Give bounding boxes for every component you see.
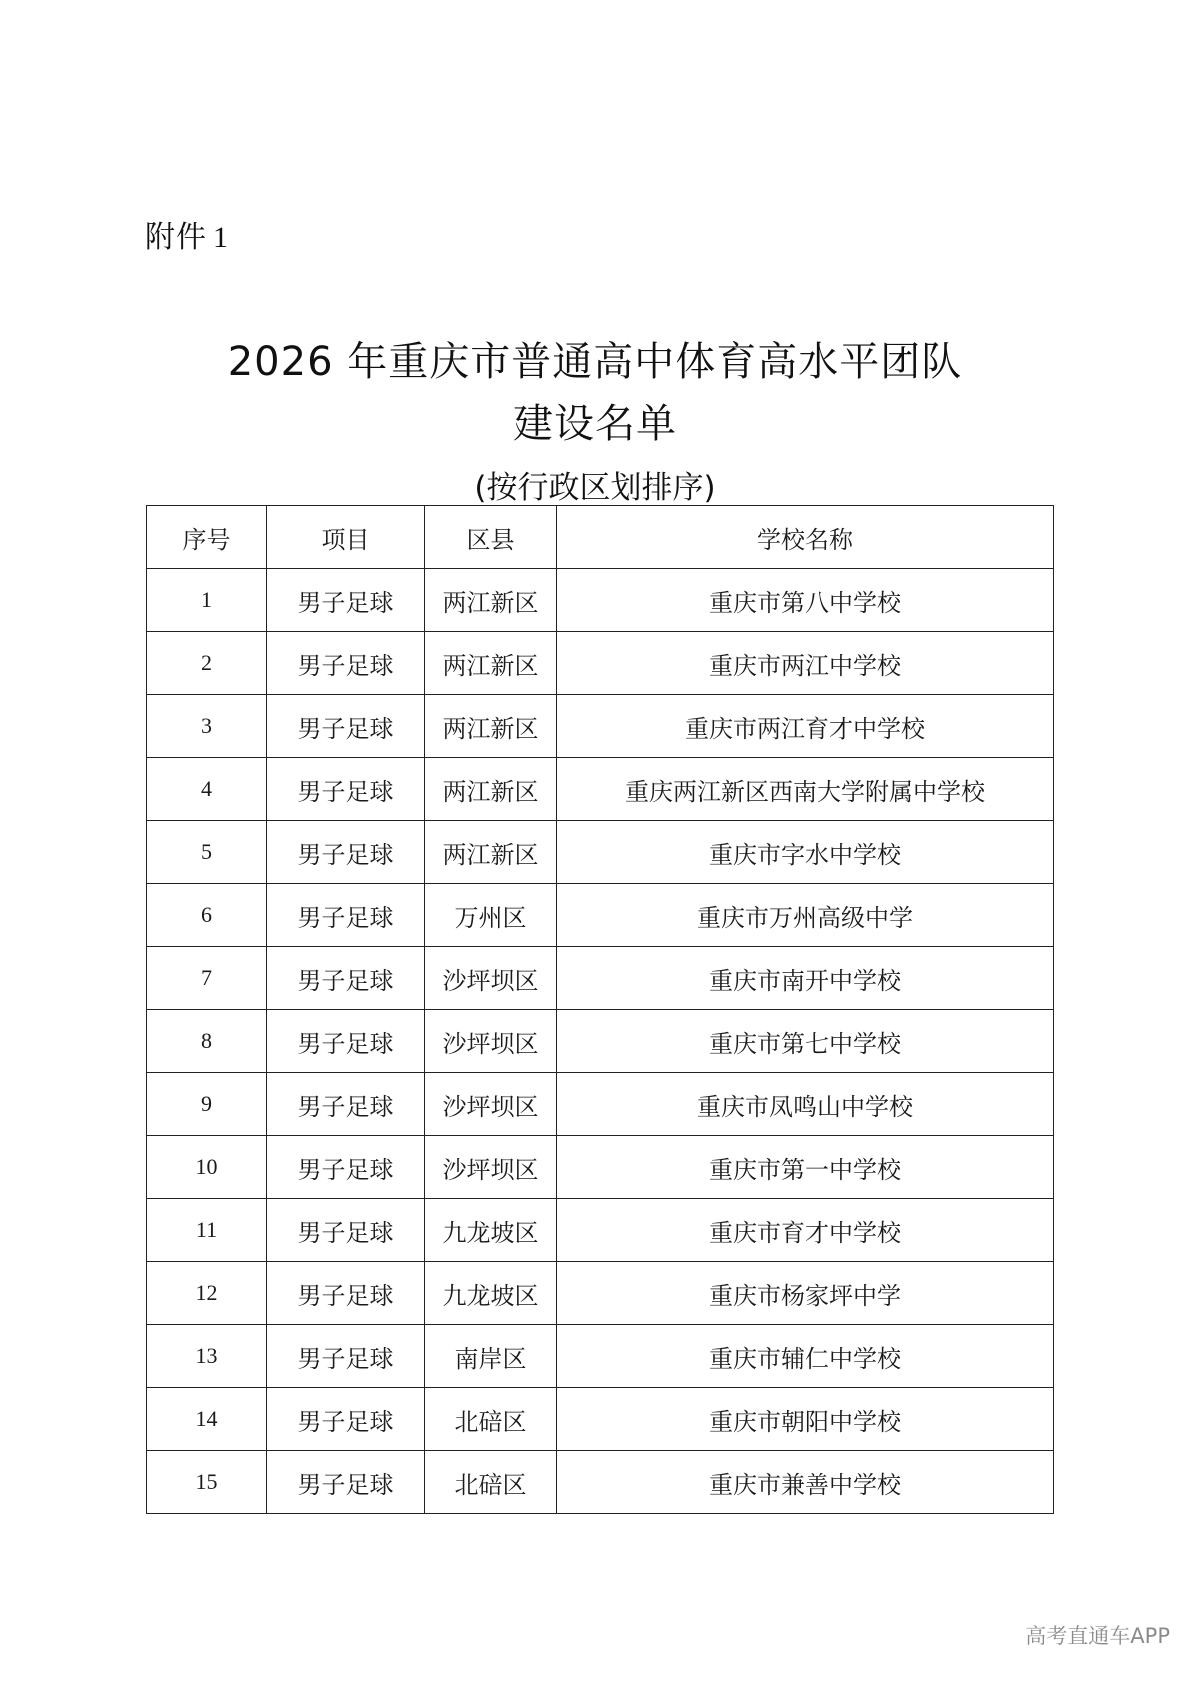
cell-district: 九龙坡区 (425, 1262, 557, 1325)
table-row (147, 758, 1054, 821)
cell-project: 男子足球 (267, 569, 425, 632)
cell-project: 男子足球 (267, 884, 425, 947)
document-title-line-2: 建设名单 (513, 401, 677, 447)
cell-project: 男子足球 (267, 632, 425, 695)
cell-school: 重庆市杨家坪中学 (557, 1262, 1054, 1325)
cell-school: 重庆市万州高级中学 (557, 884, 1054, 947)
cell-school: 重庆市字水中学校 (557, 821, 1054, 884)
cell-school: 重庆市兼善中学校 (557, 1451, 1054, 1514)
cell-school: 重庆市两江中学校 (557, 632, 1054, 695)
cell-district: 两江新区 (425, 821, 557, 884)
cell-project: 男子足球 (267, 1010, 425, 1073)
cell-project: 男子足球 (267, 1451, 425, 1514)
header-seq: 序号 (147, 506, 267, 569)
table-row (147, 1325, 1054, 1388)
document-title-line-1: 2026 年重庆市普通高中体育高水平团队 (227, 339, 963, 385)
cell-district: 沙坪坝区 (425, 947, 557, 1010)
cell-seq: 5 (147, 821, 267, 884)
table-body (147, 569, 1054, 1514)
team-roster-table (146, 505, 1054, 1514)
cell-school: 重庆市育才中学校 (557, 1199, 1054, 1262)
cell-school: 重庆市第八中学校 (557, 569, 1054, 632)
cell-school: 重庆市第一中学校 (557, 1136, 1054, 1199)
header-district: 区县 (425, 506, 557, 569)
cell-project: 男子足球 (267, 1262, 425, 1325)
cell-seq: 8 (147, 1010, 267, 1073)
cell-project: 男子足球 (267, 1388, 425, 1451)
cell-seq: 14 (147, 1388, 267, 1451)
cell-project: 男子足球 (267, 1325, 425, 1388)
table-row (147, 569, 1054, 632)
table-row (147, 884, 1054, 947)
cell-district: 万州区 (425, 884, 557, 947)
table-row (147, 1451, 1054, 1514)
table-row (147, 695, 1054, 758)
header-school: 学校名称 (557, 506, 1054, 569)
cell-district: 两江新区 (425, 758, 557, 821)
cell-seq: 6 (147, 884, 267, 947)
table-row (147, 1010, 1054, 1073)
cell-district: 两江新区 (425, 632, 557, 695)
attachment-text: 附件 (145, 220, 207, 255)
cell-seq: 7 (147, 947, 267, 1010)
cell-seq: 4 (147, 758, 267, 821)
cell-school: 重庆市第七中学校 (557, 1010, 1054, 1073)
cell-project: 男子足球 (267, 758, 425, 821)
cell-district: 两江新区 (425, 695, 557, 758)
cell-school: 重庆市两江育才中学校 (557, 695, 1054, 758)
table-row (147, 1136, 1054, 1199)
table-row (147, 1073, 1054, 1136)
cell-district: 南岸区 (425, 1325, 557, 1388)
table-row (147, 1199, 1054, 1262)
cell-school: 重庆两江新区西南大学附属中学校 (557, 758, 1054, 821)
cell-district: 沙坪坝区 (425, 1010, 557, 1073)
cell-project: 男子足球 (267, 1136, 425, 1199)
cell-district: 北碚区 (425, 1451, 557, 1514)
cell-project: 男子足球 (267, 1199, 425, 1262)
cell-school: 重庆市辅仁中学校 (557, 1325, 1054, 1388)
cell-project: 男子足球 (267, 695, 425, 758)
cell-seq: 12 (147, 1262, 267, 1325)
cell-project: 男子足球 (267, 821, 425, 884)
cell-seq: 1 (147, 569, 267, 632)
cell-district: 沙坪坝区 (425, 1136, 557, 1199)
header-project: 项目 (267, 506, 425, 569)
cell-seq: 3 (147, 695, 267, 758)
cell-seq: 15 (147, 1451, 267, 1514)
table-row (147, 821, 1054, 884)
attachment-number: 1 (213, 221, 229, 254)
watermark: 高考直通车APP (1025, 1624, 1170, 1648)
cell-seq: 10 (147, 1136, 267, 1199)
cell-district: 九龙坡区 (425, 1199, 557, 1262)
table-row (147, 1262, 1054, 1325)
cell-seq: 11 (147, 1199, 267, 1262)
cell-seq: 9 (147, 1073, 267, 1136)
cell-seq: 2 (147, 632, 267, 695)
attachment-label (145, 212, 229, 256)
cell-project: 男子足球 (267, 947, 425, 1010)
cell-district: 两江新区 (425, 569, 557, 632)
table-row (147, 947, 1054, 1010)
cell-project: 男子足球 (267, 1073, 425, 1136)
cell-school: 重庆市凤鸣山中学校 (557, 1073, 1054, 1136)
table-row (147, 1388, 1054, 1451)
cell-district: 沙坪坝区 (425, 1073, 557, 1136)
cell-school: 重庆市朝阳中学校 (557, 1388, 1054, 1451)
cell-district: 北碚区 (425, 1388, 557, 1451)
document-subtitle: (按行政区划排序) (474, 470, 716, 506)
table-header-row (147, 506, 1054, 569)
cell-school: 重庆市南开中学校 (557, 947, 1054, 1010)
cell-seq: 13 (147, 1325, 267, 1388)
table-row (147, 632, 1054, 695)
